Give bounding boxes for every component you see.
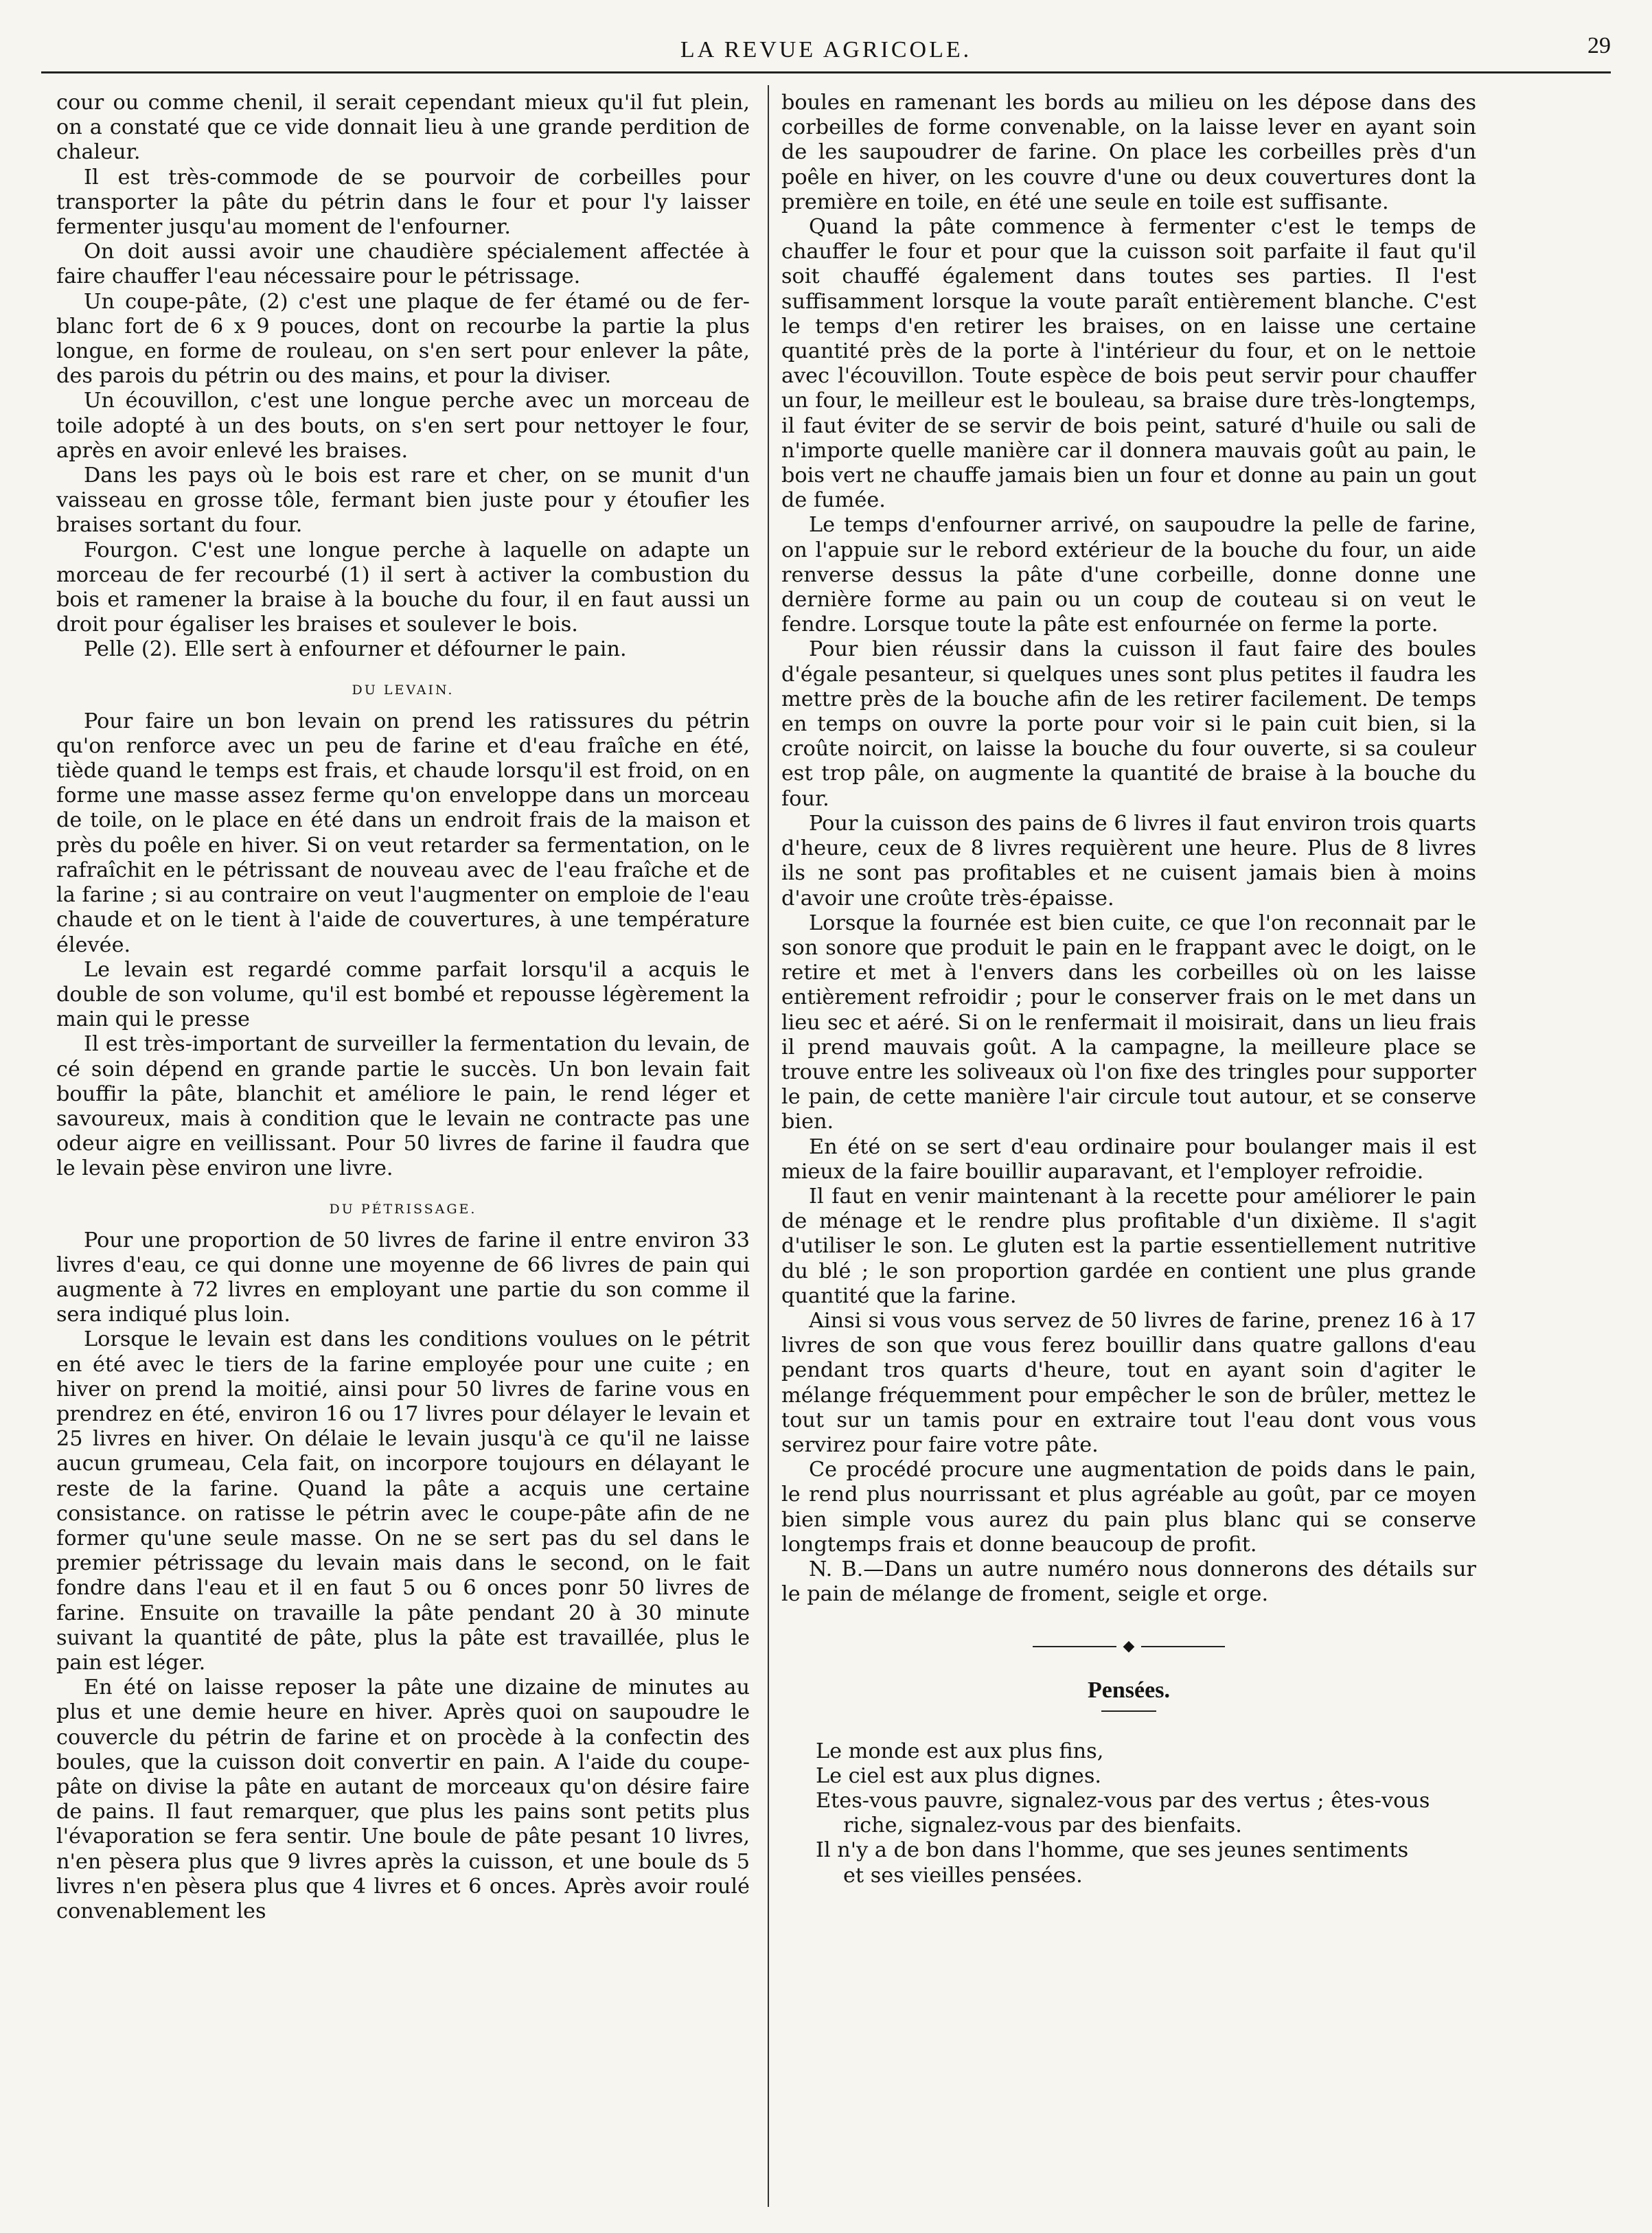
divider-line-left [1033, 1646, 1116, 1647]
paragraph: Un coupe-pâte, (2) c'est une plaque de fer étamé ou de fer-blanc fort de 6 x 9 pouces, dont on recourbe la partie la plus longue, en forme de rouleau, on s'en sert pour enlever la pâte, des parois du pétrin ou des mains, et pour la diviser. [56, 289, 750, 389]
ornamental-divider [1033, 1638, 1225, 1656]
section-heading-petrissage: DU PÉTRISSAGE. [329, 1201, 477, 1217]
paragraph: Pour la cuisson des pains de 6 livres il faut environ trois quarts d'heure, ceux de 8 livres requièrent une heure. Plus de 8 livres ils ne sont pas profitables et ne cuisent jamais bien à moins d'avoir une croûte très-épaisse. [781, 811, 1477, 911]
paragraph: Ce procédé procure une augmentation de poids dans le pain, le rend plus nourrissant et plus agréable au goût, par ce moyen bien simple vous aurez du pain plus blanc qui se conserve longtemps frais et donne beaucoup de profit. [781, 1458, 1476, 1557]
paragraph: boules en ramenant les bords au milieu on les dépose dans des corbeilles de forme convenable, on la laisse lever en ayant soin de les saupoudrer de farine. On place les corbeilles près d'un poêle en hiver, on les couvre d'une ou deux couvertures dont la première en toile, en été une seule en toile est suffisante. [781, 91, 1476, 214]
paragraph: Le levain est regardé comme parfait lorsqu'il a acquis le double de son volume, qu'il est bombé et repousse légèrement la main qui le presse [56, 957, 750, 1032]
paragraph: N. B.—Dans un autre numéro nous donnerons des détails sur le pain de mélange de froment, seigle et orge. [781, 1557, 1476, 1607]
paragraph: Pelle (2). Elle sert à enfourner et défourner le pain. [84, 637, 627, 662]
publication-title: LA REVUE AGRICOLE. [680, 37, 972, 62]
right-column [781, 91, 1476, 1888]
paragraph: Dans les pays où le bois est rare et cher, on se munit d'un vaisseau en grosse tôle, fermant bien juste pour y étoufier les braises sortant du four. [56, 463, 750, 538]
pensees-verse [816, 1739, 1476, 1888]
paragraph: Ainsi si vous vous servez de 50 livres de farine, prenez 16 à 17 livres de son que vous ferez bouillir dans quatre gallons d'eau pendant tros quarts d'heure, tout en ayant soin d'agiter le mélange fréquemment pour empêcher le son de brûler, mettez le tout sur un tamis pour en extraire tout l'eau dont vous vous servirez pour faire votre pâte. [781, 1308, 1476, 1457]
verse-line: Le ciel est aux plus dignes. [816, 1763, 1102, 1788]
divider-line-right [1141, 1646, 1225, 1647]
column-divider [768, 85, 769, 2207]
paragraph: Lorsque le levain est dans les conditions voulues on le pétrit en été avec le tiers de la farine employée pour une cuite ; en hiver on prend la moitié, ainsi pour 50 livres de farine vous en prendrez en été, environ 16 ou 17 livres pour délayer le levain et 25 livres en hiver. On délaie le levain jusqu'à ce qu'il ne laisse aucun grumeau, Cela fait, on incorpore toujours en délayant le reste de la farine. Quand la pâte a acquis une certaine consistance. on ratisse le pétrin avec le coupe-pâte afin de ne former qu'une seule masse. On ne se sert pas du sel dans le premier pétrissage du levain mais dans le second, on le fait fondre dans l'eau et il en faut 5 ou 6 onces ponr 50 livres de farine. Ensuite on travaille la pâte pendant 20 à 30 minute suivant la quantité de pâte, plus la pâte est travaillée, plus le pain est léger. [56, 1327, 750, 1675]
section-heading-levain: DU LEVAIN. [352, 682, 455, 698]
paragraph: Pour bien réussir dans la cuisson il faut faire des boules d'égale pesanteur, si quelques unes sont plus petites il faudra les mettre près de la bouche afin de les retirer facilement. De temps en temps on ouvre la porte pour voir si le pain cuit bien, si la croûte noircit, on laisse la bouche du four ouverte, si sa couleur est trop pâle, on augmente la quantité de braise à la bouche du four. [781, 637, 1476, 811]
paragraph: Il est très-commode de se pourvoir de corbeilles pour transporter la pâte du pétrin dans le four et pour l'y laisser fermenter jusqu'au moment de l'enfourner. [56, 165, 750, 240]
paragraph: Lorsque la fournée est bien cuite, ce que l'on reconnait par le son sonore que produit le pain en le frappant avec le doigt, on le retire et met à l'envers dans les corbeilles où on les laisse entièrement refroidir ; pour le conserver frais on le met dans un lieu sec et aéré. Si on le renfermait il moisirait, dans un lieu frais il prend mauvais goût. A la campagne, la meilleure place se trouve entre les soliveaux où l'on fixe des tringles pour supporter le pain, de cette manière l'air circule tout autour, et se conserve bien. [781, 911, 1476, 1134]
paragraph: Un écouvillon, c'est une longue perche avec un morceau de toile adopté à un des bouts, on s'en sert pour nettoyer le four, après en avoir enlevé les braises. [56, 389, 750, 463]
paragraph: Quand la pâte commence à fermenter c'est le temps de chauffer le four et pour que la cuisson soit parfaite il faut qu'il soit chauffé également dans toutes ses parties. Il l'est suffisamment lorsque la voute paraît entièrement blanche. C'est le temps d'en retirer les braises, on en laisse une certaine quantité près de la porte à l'intérieur du four, et on le nettoie avec l'écouvillon. Toute espèce de bois peut servir pour chauffer un four, le meilleur est le bouleau, sa braise dure très-longtemps, il faut éviter de se servir de bois peint, saturé d'huile ou sali de n'importe quelle manière car il donnera mauvais goût au pain, le bois vert ne chauffe jamais bien un four et donne au pain un gout de fumée. [781, 215, 1476, 513]
paragraph: On doit aussi avoir une chaudière spécialement affectée à faire chauffer l'eau nécessaire pour le pétrissage. [56, 240, 750, 289]
pensees-title: Pensées. [1088, 1677, 1170, 1704]
page-number: 29 [1587, 33, 1611, 58]
verse-line: Il n'y a de bon dans l'homme, que ses jeunes sentiments [816, 1838, 1409, 1863]
verse-line: Etes-vous pauvre, signalez-vous par des vertus ; êtes-vous [816, 1789, 1430, 1813]
paragraph: cour ou comme chenil, il serait cependant mieux qu'il fut plein, on a constaté que ce vide donnait lieu à une grande perdition de chaleur. [56, 91, 750, 165]
verse-line: et ses vieilles pensées. [843, 1863, 1083, 1888]
paragraph: Il faut en venir maintenant à la recette pour améliorer le pain de ménage et le rendre plus profitable d'un dixième. Il s'agit d'utiliser le son. Le gluten est la partie essentiellement nutritive du blé ; le son proportion gardée en contient une plus grande quantité que la farine. [781, 1184, 1476, 1308]
diamond-ornament-icon: ◆ [1123, 1638, 1135, 1656]
paragraph: Fourgon. C'est une longue perche à laquelle on adapte un morceau de fer recourbé (1) il sert à activer la combustion du bois et ramener la braise à la bouche du four, il en faut aussi un droit pour égaliser les braises et soulever le bois. [56, 538, 750, 637]
verse-line: Le monde est aux plus fins, [816, 1739, 1104, 1763]
page-header [41, 33, 1611, 67]
paragraph: Le temps d'enfourner arrivé, on saupoudre la pelle de farine, on l'appuie sur le rebord extérieur de la bouche du four, un aide renverse dessus la pâte d'une corbeille, donne donne une dernière forme au pain ou un coup de couteau si on veut le fendre. Lorsque toute la pâte est enfournée on ferme la porte. [781, 513, 1476, 637]
paragraph: Il est très-important de surveiller la fermentation du levain, de cé soin dépend en grande partie le succès. Un bon levain fait bouffir la pâte, blanchit et améliore le pain, le rend léger et savoureux, mais à condition que le levain ne contracte pas une odeur aigre en veillissant. Pour 50 livres de farine il faudra que le levain pèse environ une livre. [56, 1032, 750, 1181]
paragraph: Pour faire un bon levain on prend les ratissures du pétrin qu'on renforce avec un peu de farine et d'eau fraîche en été, tiède quand le temps est frais, et chaude lorsqu'il est froid, on en forme une masse assez ferme qu'on enveloppe dans un morceau de toile, on le place en été dans un endroit frais de la maison et près du poêle en hiver. Si on veut retarder sa fermentation, on le rafraîchit en le pétrissant de nouveau avec de l'eau fraîche et de la farine ; si au contraire on veut l'augmenter on emploie de l'eau chaude et on le tient à l'aide de couvertures, à une température élevée. [56, 709, 750, 957]
paragraph: En été on laisse reposer la pâte une dizaine de minutes au plus et une demie heure en hiver. Après quoi on saupoudre le couvercle du pétrin de farine et on procède à la confectin des boules, que la cuisson doit convertir en pain. A l'aide du coupe-pâte on divise la pâte en autant de morceaux qu'on désire faire de pains. Il faut remarquer, que plus les pains sont petits plus l'évaporation se fera sentir. Une boule de pâte pesant 10 livres, n'en pèsera plus que 9 livres après la cuisson, et une boule ds 5 livres n'en pèsera plus que 4 livres et 6 onces. Après avoir roulé convenablement les [56, 1675, 750, 1924]
header-rule [41, 71, 1611, 73]
paragraph: Pour une proportion de 50 livres de farine il entre environ 33 livres d'eau, ce qui donne une moyenne de 66 livres de pain qui augmente à 72 livres en employant une partie du son comme il sera indiqué plus loin. [56, 1228, 750, 1327]
title-underline [1101, 1710, 1156, 1712]
verse-line: riche, signalez-vous par des bienfaits. [843, 1813, 1242, 1838]
paragraph: En été on se sert d'eau ordinaire pour boulanger mais il est mieux de la faire bouillir auparavant, et l'employer refroidie. [781, 1134, 1476, 1184]
left-column [56, 91, 750, 1924]
